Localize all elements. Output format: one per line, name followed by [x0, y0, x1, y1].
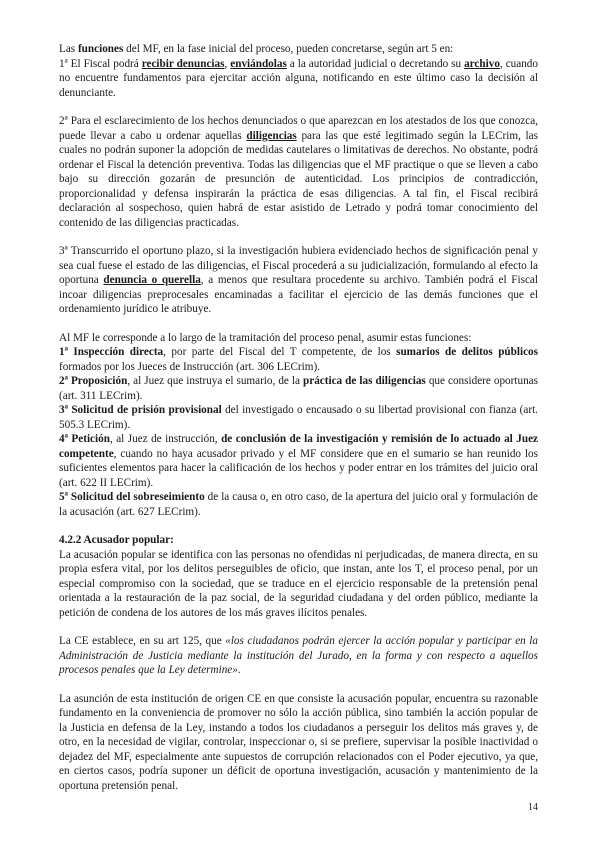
acusacion-popular-paragraph-3: La asunción de esta institución de origen CE en que consiste la acusación popular, encuentra su razonable fundamento en la conveniencia de promover no sólo la acción pública, sino también la acción popular de la Justicia en defensa de la Ley, instando a todos los ciudadanos a perseguir los delitos más graves y, de otro, en la necesidad de vigilar, controlar, inspeccionar o, si se prefiere, supervisar la posible inactividad o dejadez del MF, especialmente ante supuestos de corrupción relacionados con el Poder ejecutivo, ya que, en ciertos casos, podría suponer un déficit de oportuna investigación, acusación y mantenimiento de la oportuna pretensión penal.	[59, 692, 538, 792]
tramitacion-item-5: 5ª Solicitud del sobreseimiento de la causa o, en otro caso, de la apertura del juicio oral y formulación de la acusación (art. 627 LECrim).	[59, 491, 538, 518]
recibir-denuncias-term: recibir denuncias	[141, 57, 225, 70]
denuncia-querella-term: denuncia o querella	[103, 274, 201, 286]
enviandolas-term: enviándolas	[230, 57, 287, 70]
constitution-quote: «los ciudadanos podrán ejercer la acción popular y participar en la Administración de Justicia mediante la institución del Jurado, en la forma y con respecto a aquellos procesos penales que la Ley determine»	[59, 635, 538, 676]
prision-provisional-term: Solicitud de prisión provisional	[71, 404, 222, 416]
diligencias-term: diligencias	[246, 129, 297, 142]
page-number: 14	[528, 802, 538, 813]
function-item-2: 2ª Para el esclarecimiento de los hechos denunciados o que aparezcan en los atestados de los que conozca, puede llevar a cabo u ordenar aquellas diligencias para las que esté legitimado según la LECrim, las cuales no podrán suponer la adopción de medidas cautelares o limitativas de derechos. No obstante, podrá ordenar el Fiscal la detención preventiva. Todas las diligencias que el MF practique o que se lleven a cabo bajo su dirección gozarán de presunción de autenticidad. Los principios de contradicción, proporcionalidad y defensa inspirarán la práctica de esas diligencias. A tal fin, el Fiscal recibirá declaración al sospechoso, quien habrá de estar asistido de Letrado y podrá tomar conocimiento del contenido de las diligencias practicadas.	[59, 115, 538, 229]
peticion-term: Petición	[71, 433, 110, 445]
acusacion-popular-paragraph-2: La CE establece, en su art 125, que «los ciudadanos podrán ejercer la acción popular y participar en la Administración de Justicia mediante la institución del Jurado, en la forma y con respecto a aquellos procesos penales que la Ley determine».	[59, 635, 538, 676]
tramitacion-item-3: 3ª Solicitud de prisión provisional del investigado o encausado o su libertad provisional con fianza (art. 505.3 LECrim).	[59, 404, 538, 431]
intro-paragraph: Las funciones del MF, en la fase inicial del proceso, pueden concretarse, según art 5 en:	[59, 43, 454, 55]
function-item-3: 3ª Transcurrido el oportuno plazo, si la investigación hubiera evidenciado hechos de significación penal y sea cual fuese el estado de las diligencias, el Fiscal procederá a su judicialización, formulando al efecto la oportuna denuncia o querella, a menos que resultara procedente su archivo. También podrá el Fiscal incoar diligencias preprocesales encaminadas a facilitar el ejercicio de las demás funciones que el ordenamiento jurídico le atribuye.	[59, 245, 538, 315]
tramitacion-intro: Al MF le corresponde a lo largo de la tramitación del proceso penal, asumir estas funciones:	[59, 331, 472, 344]
inspeccion-directa-term: Inspección directa	[73, 346, 164, 358]
tramitacion-item-4: 4ª Petición, al Juez de instrucción, de conclusión de la investigación y remisión de lo actuado al Juez competente, cuando no haya acusador privado y el MF considere que en el sumario se han reunido los suficientes elementos para hacer la calificación de los hechos y poder entrar en los trámites del juicio oral (art. 622 II LECrim).	[59, 433, 539, 489]
archivo-term: archivo	[464, 57, 500, 70]
section-heading: 4.2.2 Acusador popular:	[59, 534, 174, 546]
funciones-term: funciones	[77, 43, 124, 55]
proposicion-term: Proposición	[70, 375, 128, 387]
function-item-1: 1ª El Fiscal podrá recibir denuncias, enviándolas a la autoridad judicial o decretando su archivo, cuando no encuentre fundamentos para ejercitar acción alguna, notificando en este último caso la decisión al denunciante.	[59, 57, 538, 99]
tramitacion-item-2: 2ª Proposición, al Juez que instruya el sumario, de la práctica de las diligencias que considere oportunas (art. 311 LECrim).	[59, 375, 538, 402]
tramitacion-item-1: 1ª Inspección directa, por parte del Fiscal del T competente, de los sumarios de delitos públicos formados por los Jueces de Instrucción (art. 306 LECrim).	[59, 346, 538, 373]
sobreseimiento-term: Solicitud del sobreseimiento	[70, 491, 205, 503]
acusacion-popular-paragraph-1: La acusación popular se identifica con las personas no ofendidas ni perjudicadas, de manera directa, en su propia esfera vital, por los delitos perseguibles de oficio, que instan, ante los T, el proceso penal, por un especial compromiso con la sociedad, que se traduce en el ejercicio responsable de la pretensión penal orientada a la restauración de la paz social, de la seguridad ciudadana y del orden público, mediante la petición de condena de los autores de los más graves ilícitos penales.	[59, 548, 538, 619]
sumarios-term: sumarios de delitos públicos	[396, 346, 538, 358]
conclusion-investigacion-term: de conclusión de la investigación y remisión de lo actuado al Juez competente	[59, 433, 539, 460]
practica-diligencias-term: práctica de las diligencias	[303, 375, 426, 387]
